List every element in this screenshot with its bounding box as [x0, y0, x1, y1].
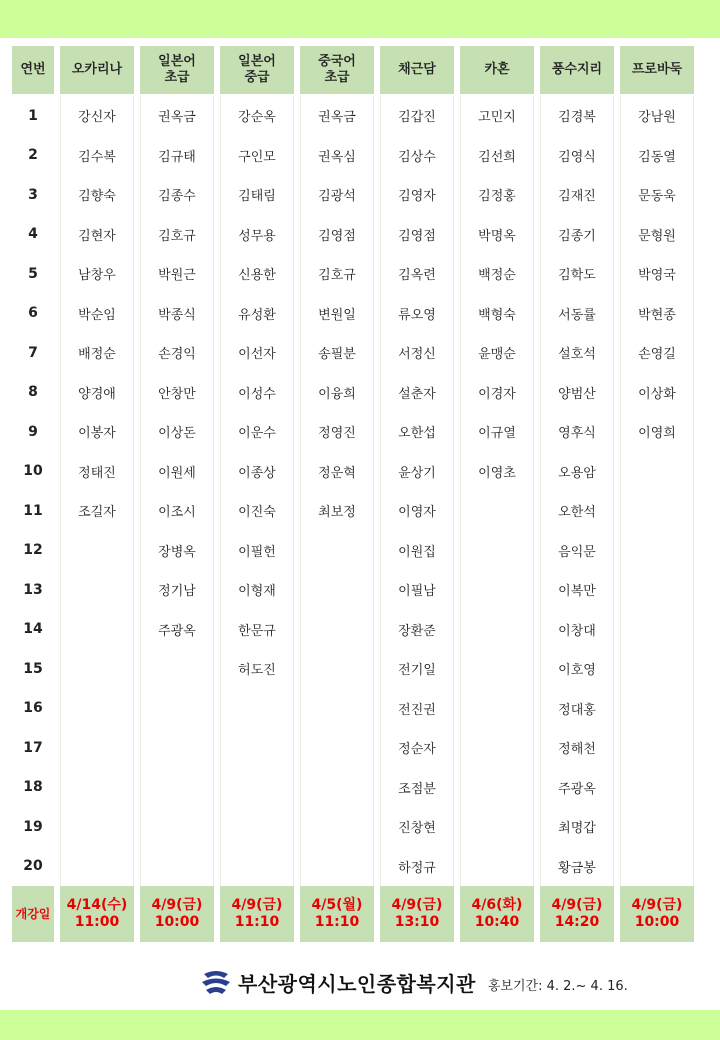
- column-rows: [220, 96, 294, 886]
- row-number: 1: [28, 107, 38, 124]
- student-name: [140, 807, 214, 847]
- start-date-time: 10:00: [154, 914, 200, 930]
- student-name: [220, 728, 294, 768]
- row-number: 3: [28, 186, 38, 203]
- student-name: 박순임: [78, 307, 116, 323]
- student-name: 정순자: [398, 742, 436, 758]
- student-name: 이성수: [238, 386, 276, 402]
- row-number: 18: [23, 779, 43, 796]
- start-date: [460, 886, 534, 942]
- student-name: 박영국: [638, 268, 676, 284]
- student-name: 이필남: [398, 584, 436, 600]
- student-name: 영후식: [558, 426, 596, 442]
- student-name: 설호석: [558, 347, 596, 363]
- column-course: [140, 46, 214, 942]
- student-name: 이규열: [478, 426, 516, 442]
- column-header: 프로바둑: [620, 46, 694, 94]
- student-name: 김선희: [478, 149, 516, 165]
- row-number: 13: [23, 581, 43, 598]
- student-name: 류오영: [398, 307, 436, 323]
- student-name: 정영진: [318, 426, 356, 442]
- student-name: 음익문: [558, 544, 596, 560]
- student-name: 김수복: [78, 149, 116, 165]
- student-name: 김동열: [638, 149, 676, 165]
- student-name: 김현자: [78, 228, 116, 244]
- student-name: 손영길: [638, 347, 676, 363]
- column-rows: [380, 96, 454, 886]
- row-number: 15: [23, 660, 43, 677]
- student-name: 황금봉: [558, 860, 596, 876]
- row-number: 11: [23, 502, 43, 519]
- student-name: [140, 689, 214, 729]
- student-name: 이진숙: [238, 505, 276, 521]
- student-name: 하정규: [398, 860, 436, 876]
- student-name: [60, 610, 134, 650]
- start-date: [380, 886, 454, 942]
- student-name: 권옥금: [318, 110, 356, 126]
- student-name: [460, 649, 534, 689]
- student-name: [140, 768, 214, 808]
- student-name: 신용한: [238, 268, 276, 284]
- student-name: [60, 649, 134, 689]
- student-name: 김영점: [398, 228, 436, 244]
- student-name: 고민지: [478, 110, 516, 126]
- column-header: 일본어 초급: [140, 46, 214, 94]
- student-name: 정대홍: [558, 702, 596, 718]
- row-number: 16: [23, 700, 43, 717]
- student-name: 김호규: [318, 268, 356, 284]
- student-name: 정태진: [78, 465, 116, 481]
- student-name: [60, 570, 134, 610]
- start-date: [220, 886, 294, 942]
- student-name: [60, 807, 134, 847]
- student-name: 윤맹순: [478, 347, 516, 363]
- student-name: 이봉자: [78, 426, 116, 442]
- student-name: [60, 531, 134, 571]
- column-rows: [540, 96, 614, 886]
- column-course: [220, 46, 294, 942]
- start-date: [620, 886, 694, 942]
- student-name: [460, 847, 534, 887]
- student-name: [460, 570, 534, 610]
- student-name: 이영자: [398, 505, 436, 521]
- student-name: 이복만: [558, 584, 596, 600]
- student-name: [60, 768, 134, 808]
- student-name: [460, 491, 534, 531]
- column-course: [60, 46, 134, 942]
- student-name: 박현종: [638, 307, 676, 323]
- column-rows: [460, 96, 534, 886]
- student-name: [140, 649, 214, 689]
- student-name: 조길자: [78, 505, 116, 521]
- column-header: 오카리나: [60, 46, 134, 94]
- row-number: 17: [23, 739, 43, 756]
- student-name: [60, 847, 134, 887]
- column-course: [620, 46, 694, 942]
- row-number: 10: [23, 463, 43, 480]
- student-name: 배정순: [78, 347, 116, 363]
- student-name: 유성환: [238, 307, 276, 323]
- column-course: [380, 46, 454, 942]
- student-name: 이선자: [238, 347, 276, 363]
- student-name: [620, 452, 694, 492]
- student-name: [620, 531, 694, 571]
- student-name: 송필분: [318, 347, 356, 363]
- start-date-time: 13:10: [394, 914, 440, 930]
- student-name: 김정홍: [478, 189, 516, 205]
- student-name: 김상수: [398, 149, 436, 165]
- column-rows: [300, 96, 374, 886]
- start-date-day: 4/5(월): [311, 897, 363, 913]
- student-name: 권옥심: [318, 149, 356, 165]
- student-name: [460, 807, 534, 847]
- column-header: 일본어 중급: [220, 46, 294, 94]
- student-name: 이원집: [398, 544, 436, 560]
- student-name: [620, 847, 694, 887]
- student-name: 최명갑: [558, 821, 596, 837]
- row-number: 4: [28, 226, 38, 243]
- student-name: 서동률: [558, 307, 596, 323]
- student-name: 김재진: [558, 189, 596, 205]
- column-rows: [12, 96, 54, 886]
- student-name: [300, 689, 374, 729]
- start-date: [300, 886, 374, 942]
- student-name: 한문규: [238, 623, 276, 639]
- student-name: 전기일: [398, 663, 436, 679]
- column-header: 연번: [12, 46, 54, 94]
- start-date-time: 11:10: [234, 914, 280, 930]
- student-name: [460, 689, 534, 729]
- row-number: 2: [28, 147, 38, 164]
- row-number: 12: [23, 542, 43, 559]
- student-name: [300, 768, 374, 808]
- student-name: 주광옥: [558, 781, 596, 797]
- student-name: 정해천: [558, 742, 596, 758]
- student-name: [300, 847, 374, 887]
- student-name: [300, 807, 374, 847]
- student-name: 김향숙: [78, 189, 116, 205]
- column-course: [300, 46, 374, 942]
- student-name: 장환준: [398, 623, 436, 639]
- student-name: [220, 689, 294, 729]
- student-name: 강순옥: [238, 110, 276, 126]
- student-name: 허도진: [238, 663, 276, 679]
- student-name: 장병옥: [158, 544, 196, 560]
- column-header: 채근담: [380, 46, 454, 94]
- row-number: 19: [23, 818, 43, 835]
- column-course: [540, 46, 614, 942]
- student-name: 김영자: [398, 189, 436, 205]
- student-name: 이형재: [238, 584, 276, 600]
- promo-period: 홍보기간: 4. 2.~ 4. 16.: [487, 978, 628, 994]
- student-name: 김종수: [158, 189, 196, 205]
- student-name: 안창만: [158, 386, 196, 402]
- column-header: 카혼: [460, 46, 534, 94]
- column-course: [460, 46, 534, 942]
- student-name: 오용암: [558, 465, 596, 481]
- student-name: [620, 728, 694, 768]
- student-name: 구인모: [238, 149, 276, 165]
- student-name: 오한섭: [398, 426, 436, 442]
- student-name: 박명옥: [478, 228, 516, 244]
- student-name: 진창현: [398, 821, 436, 837]
- student-name: 윤상기: [398, 465, 436, 481]
- student-name: 이호영: [558, 663, 596, 679]
- student-name: 김광석: [318, 189, 356, 205]
- top-color-band: [0, 0, 720, 38]
- student-name: [620, 491, 694, 531]
- welfare-center-logo: [200, 966, 232, 998]
- start-date-day: 4/9(금): [231, 897, 283, 913]
- student-name: 권옥금: [158, 110, 196, 126]
- student-name: [460, 728, 534, 768]
- student-name: [140, 847, 214, 887]
- row-number: 14: [23, 621, 43, 638]
- organization-name: 부산광역시노인종합복지관: [238, 971, 476, 996]
- student-name: 설춘자: [398, 386, 436, 402]
- student-name: [460, 531, 534, 571]
- student-name: 이필헌: [238, 544, 276, 560]
- start-date-day: 4/9(금): [551, 897, 603, 913]
- student-name: 손경익: [158, 347, 196, 363]
- student-name: [620, 768, 694, 808]
- student-name: 김태림: [238, 189, 276, 205]
- student-name: 이경자: [478, 386, 516, 402]
- student-name: 김학도: [558, 268, 596, 284]
- row-number: 5: [28, 265, 38, 282]
- enrollment-table: [12, 46, 708, 942]
- student-name: [60, 689, 134, 729]
- student-name: [220, 847, 294, 887]
- start-date-label: [12, 886, 54, 942]
- student-name: 정기남: [158, 584, 196, 600]
- student-name: 조점분: [398, 781, 436, 797]
- student-name: 전진권: [398, 702, 436, 718]
- column-header: 풍수지리: [540, 46, 614, 94]
- student-name: 이상돈: [158, 426, 196, 442]
- student-name: [620, 807, 694, 847]
- student-name: 백정순: [478, 268, 516, 284]
- student-name: 이원세: [158, 465, 196, 481]
- start-date: [540, 886, 614, 942]
- start-date-time: 14:20: [554, 914, 600, 930]
- student-name: [620, 649, 694, 689]
- student-name: [300, 610, 374, 650]
- column-index: [12, 46, 54, 942]
- student-name: [620, 570, 694, 610]
- start-date-day: 4/9(금): [391, 897, 443, 913]
- student-name: 정운혁: [318, 465, 356, 481]
- student-name: 성무용: [238, 228, 276, 244]
- start-date: [60, 886, 134, 942]
- column-header: 중국어 초급: [300, 46, 374, 94]
- student-name: [300, 531, 374, 571]
- student-name: [300, 649, 374, 689]
- start-date: [140, 886, 214, 942]
- student-name: 이창대: [558, 623, 596, 639]
- student-name: 김호규: [158, 228, 196, 244]
- row-number: 20: [23, 858, 43, 875]
- student-name: [460, 768, 534, 808]
- student-name: 박원근: [158, 268, 196, 284]
- start-date-time: 11:00: [74, 914, 120, 930]
- column-rows: [140, 96, 214, 886]
- student-name: 변원일: [318, 307, 356, 323]
- start-date-day: 4/9(금): [151, 897, 203, 913]
- student-name: 박종식: [158, 307, 196, 323]
- student-name: 이조시: [158, 505, 196, 521]
- student-name: 김갑진: [398, 110, 436, 126]
- student-name: [300, 570, 374, 610]
- student-name: 강남원: [638, 110, 676, 126]
- student-name: 이영희: [638, 426, 676, 442]
- student-name: 김경복: [558, 110, 596, 126]
- student-name: 이영초: [478, 465, 516, 481]
- student-name: [220, 807, 294, 847]
- start-date-day: 4/6(화): [471, 897, 523, 913]
- start-date-day: 개강일: [15, 906, 51, 921]
- start-date-day: 4/14(수): [66, 897, 128, 913]
- start-date-time: 10:00: [634, 914, 680, 930]
- student-name: [300, 728, 374, 768]
- row-number: 7: [28, 344, 38, 361]
- footer: [200, 964, 628, 1000]
- student-name: 최보정: [318, 505, 356, 521]
- student-name: [220, 768, 294, 808]
- student-name: 주광옥: [158, 623, 196, 639]
- start-date-day: 4/9(금): [631, 897, 683, 913]
- student-name: 김영점: [318, 228, 356, 244]
- row-number: 8: [28, 384, 38, 401]
- row-number: 6: [28, 305, 38, 322]
- row-number: 9: [28, 423, 38, 440]
- student-name: 남창우: [78, 268, 116, 284]
- student-name: 김옥련: [398, 268, 436, 284]
- student-name: 서정신: [398, 347, 436, 363]
- student-name: 오한석: [558, 505, 596, 521]
- student-name: [140, 728, 214, 768]
- student-name: [620, 689, 694, 729]
- student-name: 강신자: [78, 110, 116, 126]
- student-name: 양경애: [78, 386, 116, 402]
- student-name: 김영식: [558, 149, 596, 165]
- student-name: 이운수: [238, 426, 276, 442]
- student-name: 이융희: [318, 386, 356, 402]
- student-name: [620, 610, 694, 650]
- student-name: 이상화: [638, 386, 676, 402]
- student-name: 김규태: [158, 149, 196, 165]
- student-name: 문형원: [638, 228, 676, 244]
- column-rows: [620, 96, 694, 886]
- student-name: 김종기: [558, 228, 596, 244]
- start-date-time: 10:40: [474, 914, 520, 930]
- bottom-color-band: [0, 1010, 720, 1040]
- student-name: 백형숙: [478, 307, 516, 323]
- column-rows: [60, 96, 134, 886]
- student-name: 문동욱: [638, 189, 676, 205]
- student-name: [460, 610, 534, 650]
- student-name: [60, 728, 134, 768]
- student-name: 양범산: [558, 386, 596, 402]
- start-date-time: 11:10: [314, 914, 360, 930]
- student-name: 이종상: [238, 465, 276, 481]
